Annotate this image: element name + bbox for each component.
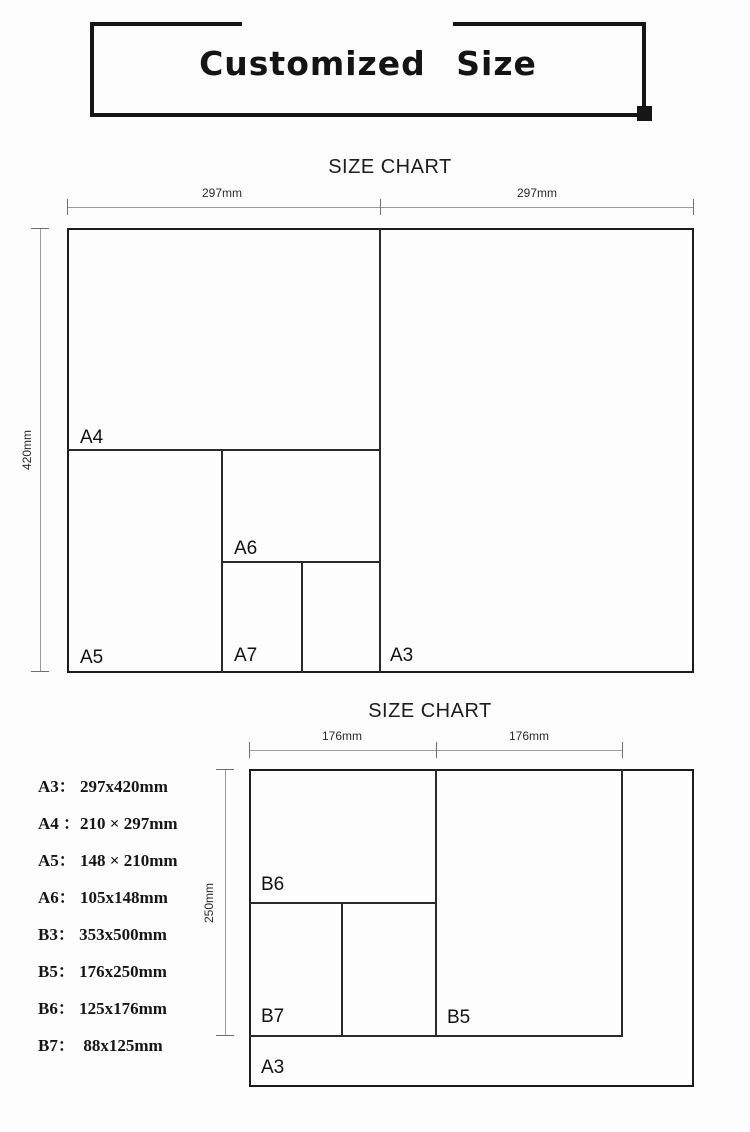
chart1-side-dimension-line — [40, 228, 41, 672]
size-list-item-b3: B3： 353x500mm — [38, 925, 167, 944]
chart2-dim-label-left: 176mm — [321, 729, 362, 743]
chart1-label-a5: A5 — [80, 647, 104, 668]
chart1-side-tick-bottom — [31, 671, 49, 672]
size-list-item-a6: A6： 105x148mm — [38, 888, 168, 907]
chart2-title: SIZE CHART — [368, 700, 492, 722]
chart1-label-a4: A4 — [80, 427, 104, 448]
chart2-label-b5: B5 — [447, 1007, 471, 1028]
chart2-label-b6: B6 — [261, 874, 285, 895]
chart2-divider-b7-b8 — [341, 902, 343, 1037]
header-border-top-left-segment — [90, 22, 242, 26]
chart2-label-b7: B7 — [261, 1006, 285, 1027]
size-list-item-a3: A3： 297x420mm — [38, 777, 168, 796]
chart2-side-tick-top — [216, 769, 234, 770]
chart1-title: SIZE CHART — [328, 156, 452, 178]
chart1-dim-label-side: 420mm — [20, 430, 34, 471]
chart2-top-tick-left — [249, 742, 250, 758]
page-title: Customized Size — [199, 44, 537, 83]
header-border-top-right-segment — [453, 22, 646, 26]
chart2-divider-b-bottom — [249, 1035, 623, 1037]
chart1-label-a7: A7 — [234, 645, 258, 666]
chart2-label-a3: A3 — [261, 1057, 285, 1078]
size-list-item-a4: A4 ：210 × 297mm — [38, 814, 178, 833]
chart1-top-tick-left — [67, 199, 68, 215]
chart1-side-tick-top — [31, 228, 49, 229]
size-list-item-b6: B6： 125x176mm — [38, 999, 167, 1018]
size-list-item-b5: B5： 176x250mm — [38, 962, 167, 981]
size-list-item-a5: A5： 148 × 210mm — [38, 851, 178, 870]
header-corner-square — [637, 106, 652, 121]
header-border-bottom — [90, 113, 646, 117]
chart2-divider-b6-bottom — [249, 902, 437, 904]
chart2-dim-label-right: 176mm — [508, 729, 549, 743]
chart2-outer-rect-a3-sheet — [249, 769, 694, 1087]
chart1-divider-a4-bottom — [67, 449, 381, 451]
chart2-side-tick-bottom — [216, 1035, 234, 1036]
chart1-top-tick-middle — [380, 199, 381, 215]
chart2-top-tick-middle — [436, 742, 437, 758]
chart1-label-a3: A3 — [390, 645, 414, 666]
chart1-divider-a7-a8 — [301, 561, 303, 673]
chart2-top-tick-right — [622, 742, 623, 758]
chart2-divider-b5-right — [621, 769, 623, 1037]
size-list-item-b7: B7： 88x125mm — [38, 1036, 163, 1055]
size-list — [38, 768, 178, 1064]
chart1-dim-label-left: 297mm — [201, 186, 242, 200]
chart2-side-dimension-line — [225, 769, 226, 1036]
chart2-dim-label-side: 250mm — [202, 883, 216, 924]
chart1-label-a6: A6 — [234, 538, 258, 559]
chart1-dim-label-right: 297mm — [516, 186, 557, 200]
chart1-top-tick-right — [693, 199, 694, 215]
